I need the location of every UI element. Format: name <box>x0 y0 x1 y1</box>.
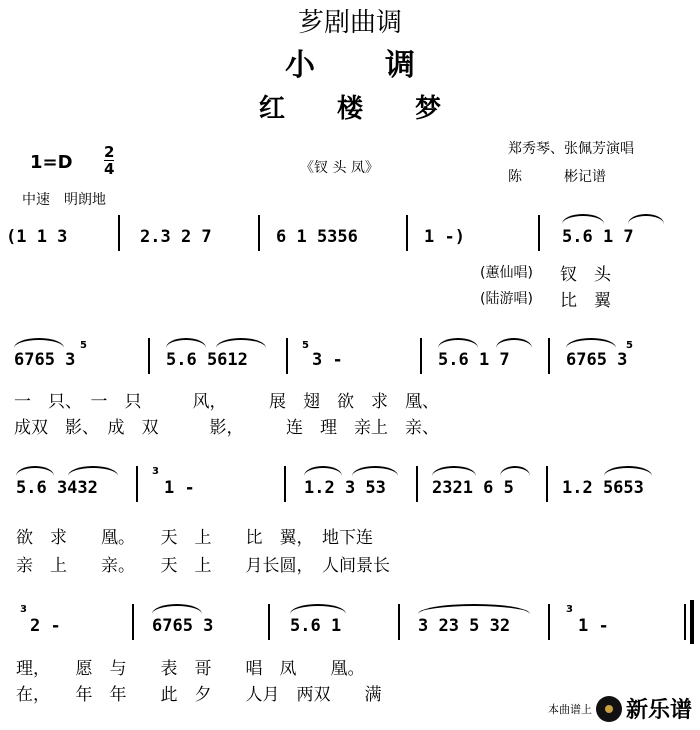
barline <box>548 338 550 374</box>
slur <box>304 466 342 476</box>
lyric-line: 亲 上 亲。 天 上 月长圆， 人间景长 <box>16 556 390 576</box>
barline <box>416 466 418 502</box>
slur <box>496 338 532 348</box>
barline <box>118 215 120 251</box>
lyric-line: 理， 愿 与 表 哥 唱 凤 凰。 <box>16 659 365 679</box>
grace-note: 5 <box>80 340 87 351</box>
barline <box>406 215 408 251</box>
barline <box>548 604 550 640</box>
lyric: 比 翼 <box>560 291 611 311</box>
transcriber: 陈 彬记谱 <box>508 169 606 185</box>
performers: 郑秀琴、张佩芳演唱 <box>508 141 634 157</box>
measure: 6765 3 <box>14 350 76 370</box>
genre-title: 芗剧曲调 <box>297 8 402 38</box>
slur <box>438 338 478 348</box>
key-signature: 1=D <box>30 152 73 173</box>
slur <box>352 466 398 476</box>
measure: 1 - <box>164 478 195 498</box>
measure: 5.6 5612 <box>166 350 248 370</box>
slur <box>566 338 616 348</box>
measure: 6765 3 <box>152 616 214 636</box>
measure: 1 - <box>578 616 609 636</box>
barline <box>284 466 286 502</box>
measure: 1 -) <box>424 227 465 247</box>
measure: 1.2 3 53 <box>304 478 386 498</box>
role-label: (陆游唱) <box>480 291 533 307</box>
lyric-line: 一 只、 一 只 风， 展 翅 欲 求 凰、 <box>14 392 439 412</box>
barline <box>258 215 260 251</box>
slur <box>562 214 604 224</box>
measure: 5.6 1 7 <box>562 227 634 247</box>
watermark-name: 新乐谱 <box>625 698 692 723</box>
role-label: (蕙仙唱) <box>480 265 533 281</box>
measure: 6765 3 <box>566 350 628 370</box>
tempo-marking: 中速 明朗地 <box>22 192 106 208</box>
slur <box>604 466 652 476</box>
measure: 2 - <box>30 616 61 636</box>
lyric: 钗 头 <box>560 265 611 285</box>
barline <box>538 215 540 251</box>
measure: 5.6 3432 <box>16 478 98 498</box>
measure: 1.2 5653 <box>562 478 644 498</box>
slur <box>16 466 54 476</box>
lyric-line: 成双 影、 成 双 影， 连 理 亲上 亲、 <box>14 418 439 438</box>
slur <box>500 466 530 476</box>
measure: 2321 6 5 <box>432 478 514 498</box>
watermark-prefix: 本曲谱上 <box>547 702 592 716</box>
measure: 5.6 1 <box>290 616 342 636</box>
piece-name: 《钗 头 凤》 <box>300 160 379 176</box>
slur <box>152 604 202 614</box>
slur <box>166 338 206 348</box>
slur <box>418 604 530 614</box>
barline <box>420 338 422 374</box>
barline <box>148 338 150 374</box>
measure: 5.6 1 7 <box>438 350 510 370</box>
barline <box>268 604 270 640</box>
barline <box>286 338 288 374</box>
time-signature: 2 4 <box>104 143 115 178</box>
grace-note: 3 <box>566 604 573 615</box>
measure: (1 1 3 <box>6 227 68 247</box>
grace-note: 3 <box>152 466 159 477</box>
lyric-line: 欲 求 凰。 天 上 比 翼， 地下连 <box>16 528 373 548</box>
final-barline <box>684 604 686 640</box>
slur <box>216 338 266 348</box>
measure: 6 1 5356 <box>276 227 358 247</box>
record-disc-icon <box>596 696 622 722</box>
opera-title: 红楼梦 <box>258 94 493 124</box>
barline <box>136 466 138 502</box>
slur <box>628 214 664 224</box>
barline <box>546 466 548 502</box>
grace-note: 5 <box>302 340 309 351</box>
tune-title: 小调 <box>285 48 485 83</box>
final-barline-thick <box>690 600 694 644</box>
measure: 2.3 2 7 <box>140 227 212 247</box>
grace-note: 3 <box>20 604 27 615</box>
slur <box>432 466 476 476</box>
site-watermark <box>548 693 692 724</box>
slur <box>14 338 64 348</box>
grace-note: 5 <box>626 340 633 351</box>
measure: 3 23 5 32 <box>418 616 511 636</box>
lyric-line: 在， 年 年 此 夕 人月 两双 满 <box>16 685 382 705</box>
measure: 3 - <box>312 350 343 370</box>
barline <box>132 604 134 640</box>
barline <box>398 604 400 640</box>
slur <box>68 466 118 476</box>
slur <box>290 604 346 614</box>
